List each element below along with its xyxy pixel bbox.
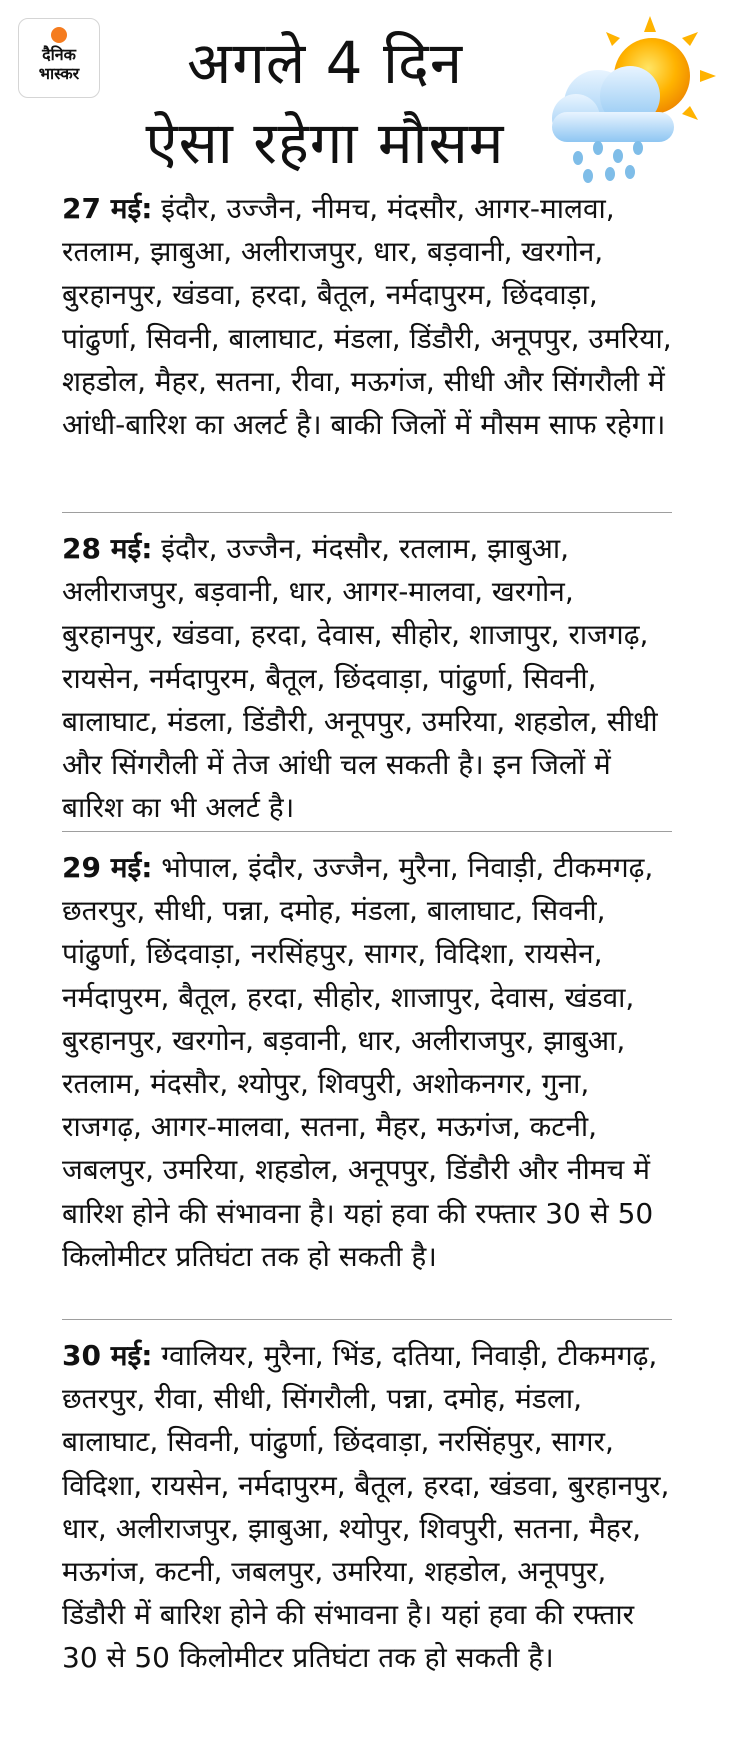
forecast-text: इंदौर, उज्जैन, नीमच, मंदसौर, आगर-मालवा, रतलाम, झाबुआ, अलीराजपुर, धार, बड़वानी, खरगोन, बुरहानपुर, खंडवा, हरदा, बैतूल, नर्मदापुरम, छिंदवाड़ा, पांढुर्णा, सिवनी, बालाघाट, मंडला, डिंडौरी, अनूपपुर, उमरिया, शहडोल, मैहर, सतना, रीवा, मऊगंज, सीधी और सिंगरौली में आंधी-बारिश का अलर्ट है। बाकी जिलों में मौसम साफ रहेगा। bbox=[62, 192, 672, 442]
forecast-section-day3 bbox=[62, 846, 674, 1278]
forecast-date: 29 मई: bbox=[62, 851, 153, 884]
dainik-bhaskar-logo bbox=[18, 18, 100, 98]
forecast-section-day1 bbox=[62, 187, 674, 446]
forecast-date: 30 मई: bbox=[62, 1339, 153, 1372]
sun-cloud-rain-icon bbox=[548, 16, 716, 186]
forecast-text: इंदौर, उज्जैन, मंदसौर, रतलाम, झाबुआ, अलीराजपुर, बड़वानी, धार, आगर-मालवा, खरगोन, बुरहानपुर, खंडवा, हरदा, देवास, सीहोर, शाजापुर, राजगढ़, रायसेन, नर्मदापुरम, बैतूल, छिंदवाड़ा, पांढुर्णा, सिवनी, बालाघाट, मंडला, डिंडौरी, अनूपपुर, उमरिया, शहडोल, सीधी और सिंगरौली में तेज आंधी चल सकती है। इन जिलों में बारिश का भी अलर्ट है। bbox=[62, 532, 658, 825]
page-title-line2: ऐसा रहेगा मौसम bbox=[145, 109, 505, 177]
section-divider bbox=[62, 512, 672, 513]
logo-text-line1: दैनिक bbox=[42, 45, 76, 64]
logo-dot-icon bbox=[51, 27, 67, 43]
page-title-line1: अगले 4 दिन bbox=[186, 29, 464, 97]
forecast-date: 27 मई: bbox=[62, 192, 153, 225]
forecast-date: 28 मई: bbox=[62, 532, 153, 565]
section-divider bbox=[62, 1319, 672, 1320]
forecast-section-day4 bbox=[62, 1334, 674, 1680]
forecast-text: भोपाल, इंदौर, उज्जैन, मुरैना, निवाड़ी, टीकमगढ़, छतरपुर, सीधी, पन्ना, दमोह, मंडला, बालाघाट, सिवनी, पांढुर्णा, छिंदवाड़ा, नरसिंहपुर, सागर, विदिशा, रायसेन, नर्मदापुरम, बैतूल, हरदा, सीहोर, शाजापुर, देवास, खंडवा, बुरहानपुर, खरगोन, बड़वानी, धार, अलीराजपुर, झाबुआ, रतलाम, मंदसौर, श्योपुर, शिवपुरी, अशोकनगर, गुना, राजगढ़, आगर-मालवा, सतना, मैहर, मऊगंज, कटनी, जबलपुर, उमरिया, शहडोल, अनूपपुर, डिंडौरी और नीमच में बारिश होने की संभावना है। यहां हवा की रफ्तार 30 से 50 किलोमीटर प्रतिघंटा तक हो सकती है। bbox=[62, 851, 654, 1273]
section-divider bbox=[62, 831, 672, 832]
forecast-section-day2 bbox=[62, 527, 674, 829]
logo-text-line2: भास्कर bbox=[38, 64, 80, 83]
forecast-text: ग्वालियर, मुरैना, भिंड, दतिया, निवाड़ी, टीकमगढ़, छतरपुर, रीवा, सीधी, सिंगरौली, पन्ना, दमोह, मंडला, बालाघाट, सिवनी, पांढुर्णा, छिंदवाड़ा, नरसिंहपुर, सागर, विदिशा, रायसेन, नर्मदापुरम, बैतूल, हरदा, खंडवा, बुरहानपुर, धार, अलीराजपुर, झाबुआ, श्योपुर, शिवपुरी, सतना, मैहर, मऊगंज, कटनी, जबलपुर, उमरिया, शहडोल, अनूपपुर, डिंडौरी में बारिश होने की संभावना है। यहां हवा की रफ्तार 30 से 50 किलोमीटर प्रतिघंटा तक हो सकती है। bbox=[62, 1339, 670, 1675]
